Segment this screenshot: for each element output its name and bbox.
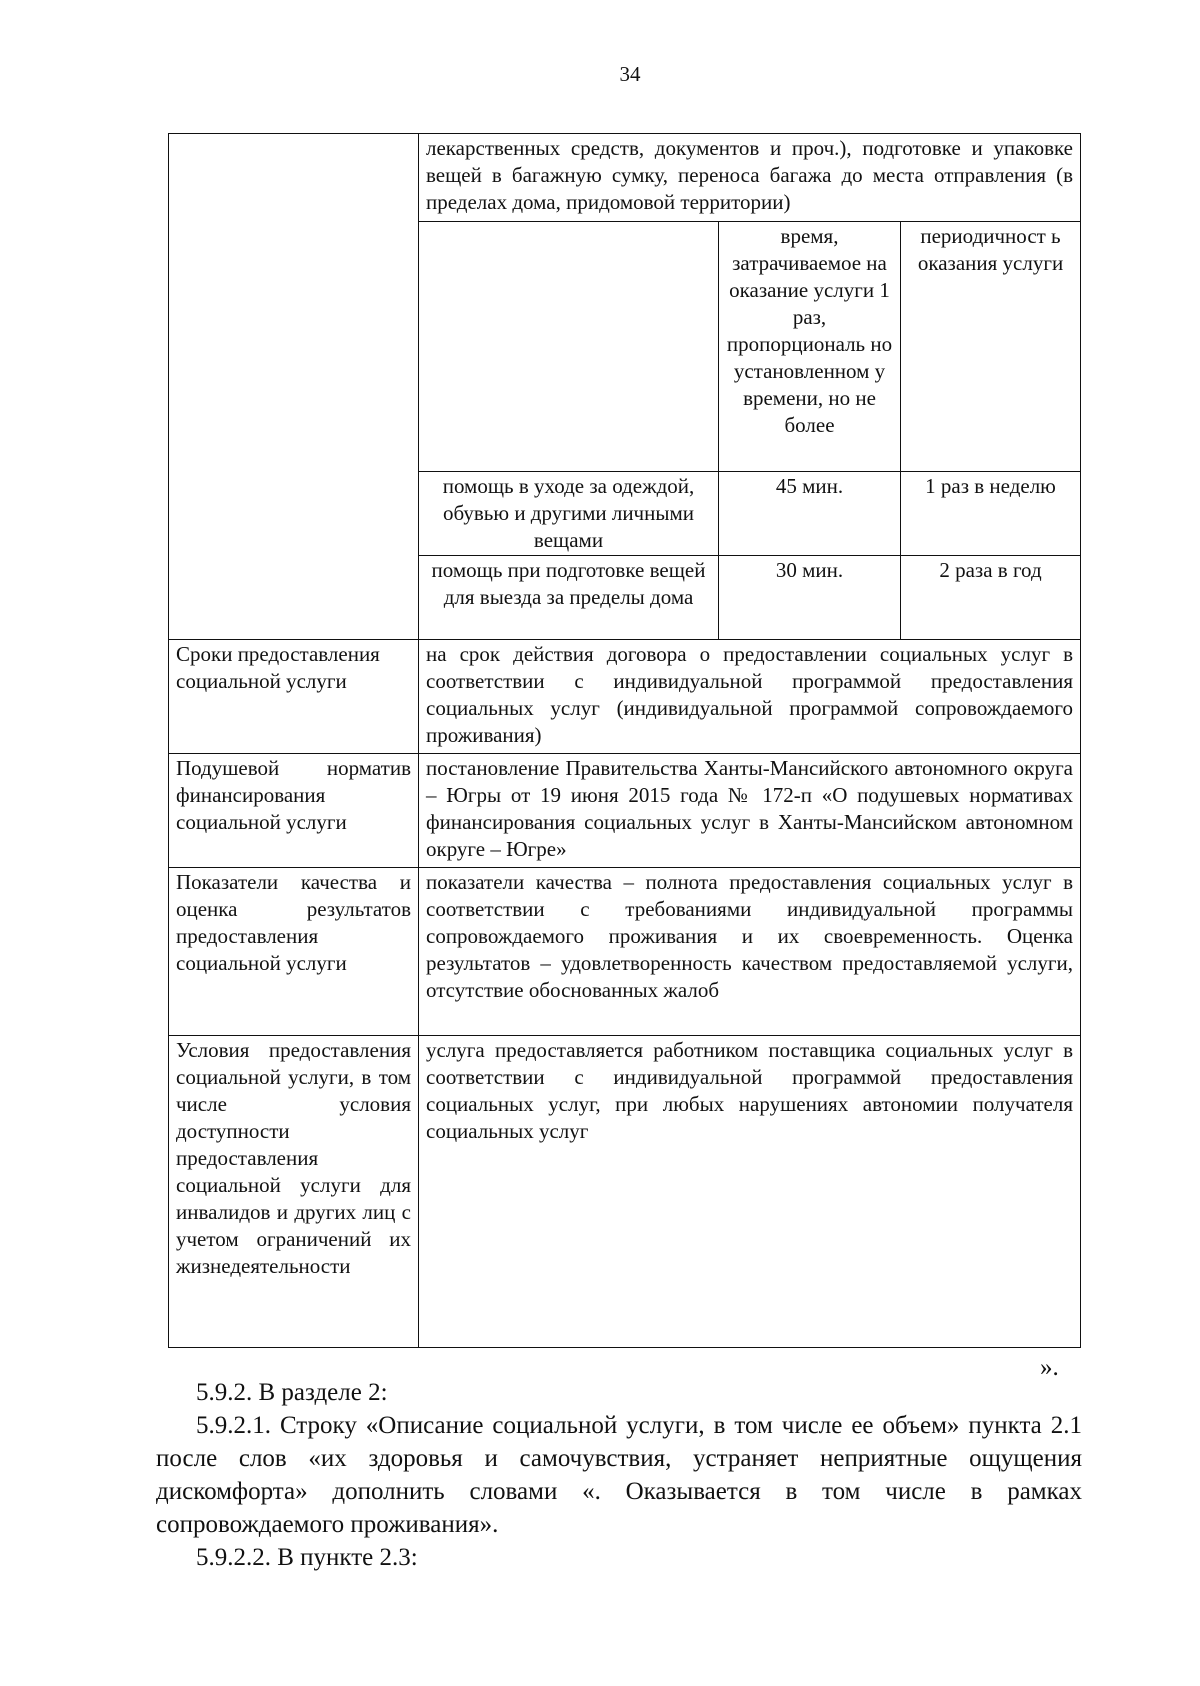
service-name: помощь в уходе за одеждой, обувью и другими личными вещами: [419, 472, 719, 556]
row-label: Показатели качества и оценка результатов предоставления социальной услуги: [169, 868, 419, 1036]
service-table: [168, 133, 1081, 1348]
page-number: 34: [619, 62, 641, 86]
table-cell-continuation: лекарственных средств, документов и проч.), подготовке и упаковке вещей в багажную сумку, переноса багажа до места отправления (в пределах дома, придомовой территории): [419, 134, 1081, 222]
service-time: 30 мин.: [719, 556, 901, 640]
closing-quote: ».: [1040, 1354, 1059, 1381]
table-row: [169, 754, 1081, 868]
row-value: постановление Правительства Ханты-Мансийского автономного округа – Югры от 19 июня 2015 года № 172-п «О подушевых нормативах финансирования социальных услуг в Ханты-Мансийском автономном округе – Югре»: [419, 754, 1081, 868]
paragraph: 5.9.2.2. В пункте 2.3:: [196, 1544, 418, 1571]
header-period: периодичност ь оказания услуги: [901, 222, 1081, 472]
table-cell-empty: [419, 222, 719, 472]
header-time: время, затрачиваемое на оказание услуги 1 раз, пропорциональ но установленном у времени, но не более: [719, 222, 901, 472]
row-label: Условия предоставления социальной услуги, в том числе условия доступности предоставления социальной услуги для инвалидов и других лиц с учетом ограничений их жизнедеятельности: [169, 1036, 419, 1348]
body-text: [196, 1376, 1082, 1409]
row-label: Сроки предоставления социальной услуги: [169, 640, 419, 754]
table-cell-empty: [169, 134, 419, 640]
table-row: [169, 1036, 1081, 1348]
service-name: помощь при подготовке вещей для выезда за пределы дома: [419, 556, 719, 640]
table-row: [169, 868, 1081, 1036]
row-label: Подушевой норматив финансирования социальной услуги: [169, 754, 419, 868]
service-period: 2 раза в год: [901, 556, 1081, 640]
paragraph: 5.9.2. В разделе 2:: [196, 1379, 388, 1406]
service-time: 45 мин.: [719, 472, 901, 556]
paragraph: 5.9.2.1. Строку «Описание социальной услуги, в том числе ее объем» пункта 2.1 после слов «их здоровья и самочувствия, устраняет неприятные ощущения дискомфорта» дополнить словами «. Оказывается в том числе в рамках сопровождаемого проживания».: [156, 1412, 1082, 1538]
row-value: услуга предоставляется работником поставщика социальных услуг в соответствии с индивидуальной программой предоставления социальных услуг, при любых нарушениях автономии получателя социальных услуг: [419, 1036, 1081, 1348]
table-row: [169, 134, 1081, 222]
row-value: показатели качества – полнота предоставления социальных услуг в соответствии с требованиями индивидуальной программы сопровождаемого проживания и их своевременность. Оценка результатов – удовлетворенность качеством предоставляемой услуги, отсутствие обоснованных жалоб: [419, 868, 1081, 1036]
row-value: на срок действия договора о предоставлении социальных услуг в соответствии с индивидуальной программой предоставления социальных услуг (индивидуальной программой сопровождаемого проживания): [419, 640, 1081, 754]
service-period: 1 раз в неделю: [901, 472, 1081, 556]
body-text-block: [156, 1409, 1082, 1574]
table-row: [169, 640, 1081, 754]
